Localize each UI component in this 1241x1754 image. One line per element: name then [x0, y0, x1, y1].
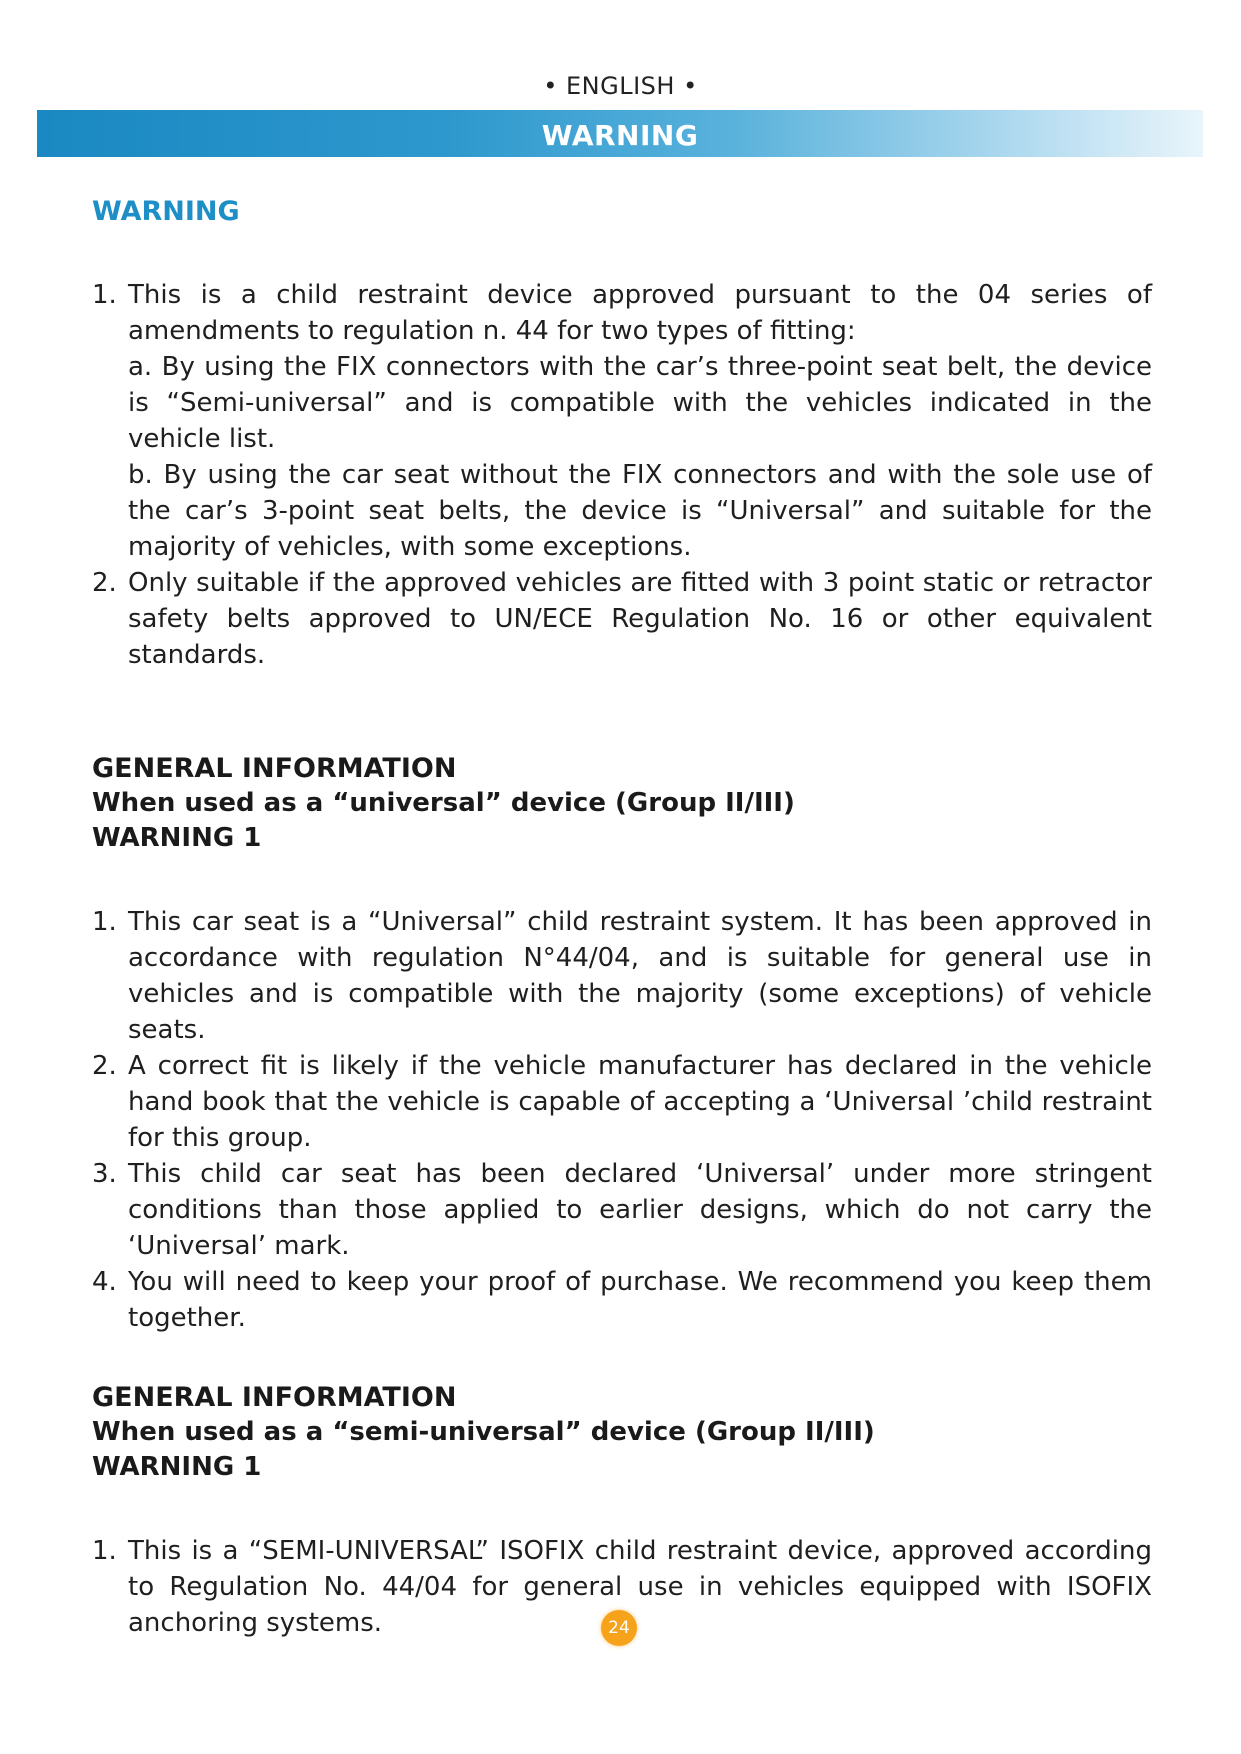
page-number-badge: 24 [601, 1610, 637, 1646]
item-sub-b: b. By using the car seat without the FIX connectors and with the sole use of the car’s 3-point seat belts, the device is “Universal” and suitable for the majority of vehicles, with some exceptions. [128, 460, 1152, 562]
universal-list [92, 904, 1152, 1336]
item-number: 1. [92, 1536, 117, 1566]
language-header: • ENGLISH • [543, 72, 698, 100]
list-item [92, 1048, 1152, 1156]
list-item [92, 904, 1152, 1048]
list-item [92, 1156, 1152, 1264]
item-number: 1. [92, 280, 117, 310]
section-title-universal: GENERAL INFORMATION [92, 753, 457, 784]
banner-title: WARNING [541, 119, 699, 152]
warning-heading: WARNING [92, 196, 240, 227]
warning-banner [37, 110, 1203, 157]
section-title-semi-universal: GENERAL INFORMATION [92, 1382, 457, 1413]
item-text: A correct fit is likely if the vehicle manufacturer has declared in the vehicle hand book that the vehicle is capable of accepting a ‘Universal ’child restraint for this group. [128, 1051, 1152, 1153]
item-sub-a: a. By using the FIX connectors with the car’s three-point seat belt, the device is “Semi-universal” and is compatible with the vehicles indicated in the vehicle list. [128, 352, 1152, 454]
item-text: Only suitable if the approved vehicles are fitted with 3 point static or retractor safety belts approved to UN/ECE Regulation No. 16 or other equivalent standards. [128, 568, 1152, 670]
section-subtitle-semi-universal: When used as a “semi-universal” device (Group II/III) [92, 1417, 875, 1447]
item-text: This car seat is a “Universal” child restraint system. It has been approved in accordance with regulation N°44/04, and is suitable for general use in vehicles and is compatible with the majority (some exceptions) of vehicle seats. [128, 907, 1152, 1045]
warning-list [92, 277, 1152, 673]
section-warning-semi-universal: WARNING 1 [92, 1452, 262, 1482]
item-number: 2. [92, 568, 117, 598]
list-item [92, 1264, 1152, 1336]
item-number: 3. [92, 1159, 117, 1189]
item-number: 4. [92, 1267, 117, 1297]
item-text: This is a “SEMI-UNIVERSAL” ISOFIX child restraint device, approved according to Regulation No. 44/04 for general use in vehicles equipped with ISOFIX anchoring systems. [128, 1536, 1152, 1638]
item-text: You will need to keep your proof of purchase. We recommend you keep them together. [128, 1267, 1152, 1333]
section-subtitle-universal: When used as a “universal” device (Group II/III) [92, 788, 795, 818]
item-number: 2. [92, 1051, 117, 1081]
section-warning-universal: WARNING 1 [92, 823, 262, 853]
item-number: 1. [92, 907, 117, 937]
item-text: This is a child restraint device approved pursuant to the 04 series of amendments to regulation n. 44 for two types of fitting: [128, 280, 1152, 346]
item-text: This child car seat has been declared ‘Universal’ under more stringent conditions than those applied to earlier designs, which do not carry the ‘Universal’ mark. [128, 1159, 1152, 1261]
list-item [92, 277, 1152, 565]
list-item [92, 565, 1152, 673]
page-content [92, 190, 1152, 1641]
